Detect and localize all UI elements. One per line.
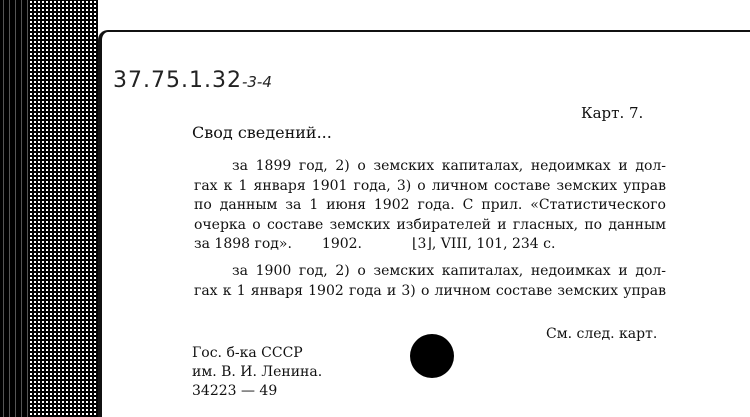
imprint-year: 1902.	[321, 236, 363, 252]
card-title: Свод сведений...	[192, 123, 332, 142]
card-punch-hole	[410, 334, 454, 378]
paragraph-1	[194, 157, 666, 255]
continued-note: См. след. карт.	[546, 326, 658, 342]
paragraph-1-line-2: гах к 1 января 1901 года, 3) о личном составе земских управ	[194, 177, 666, 194]
paragraph-1-line-4: очерка о составе земских избирателей и гласных, по данным	[194, 216, 666, 233]
paragraph-1-line-3: по данным за 1 июня 1902 года. С прил. «Статистического	[194, 197, 666, 213]
shelfmark	[113, 68, 272, 93]
paragraph-2-line-1: за 1900 год, 2) о земских капиталах, недоимках и дол-	[232, 263, 666, 279]
card-number: Карт. 7.	[581, 104, 644, 122]
scan-margin-dark	[0, 0, 30, 417]
paragraph-2-line-2: гах к 1 января 1902 года и 3) о личном составе земских управ	[194, 282, 666, 299]
library-line-1: Гос. б-ка СССР	[192, 345, 303, 361]
library-stamp	[192, 344, 322, 401]
paragraph-1-line-1: за 1899 год, 2) о земских капиталах, недоимках и дол-	[232, 158, 666, 174]
library-line-2: им. В. И. Ленина.	[192, 364, 323, 380]
shelfmark-main: 37.75.1.32	[113, 68, 242, 93]
library-line-3: 34223 — 49	[192, 383, 278, 399]
paragraph-2	[194, 262, 666, 301]
imprint-pages: ⌊3⌋, VIII, 101, 234 с.	[412, 236, 556, 252]
paragraph-1-line-5	[194, 235, 666, 255]
shelfmark-handwritten: -3-4	[241, 73, 272, 91]
imprint-note: за 1898 год».	[194, 236, 292, 252]
scan-top-blank	[98, 0, 750, 32]
